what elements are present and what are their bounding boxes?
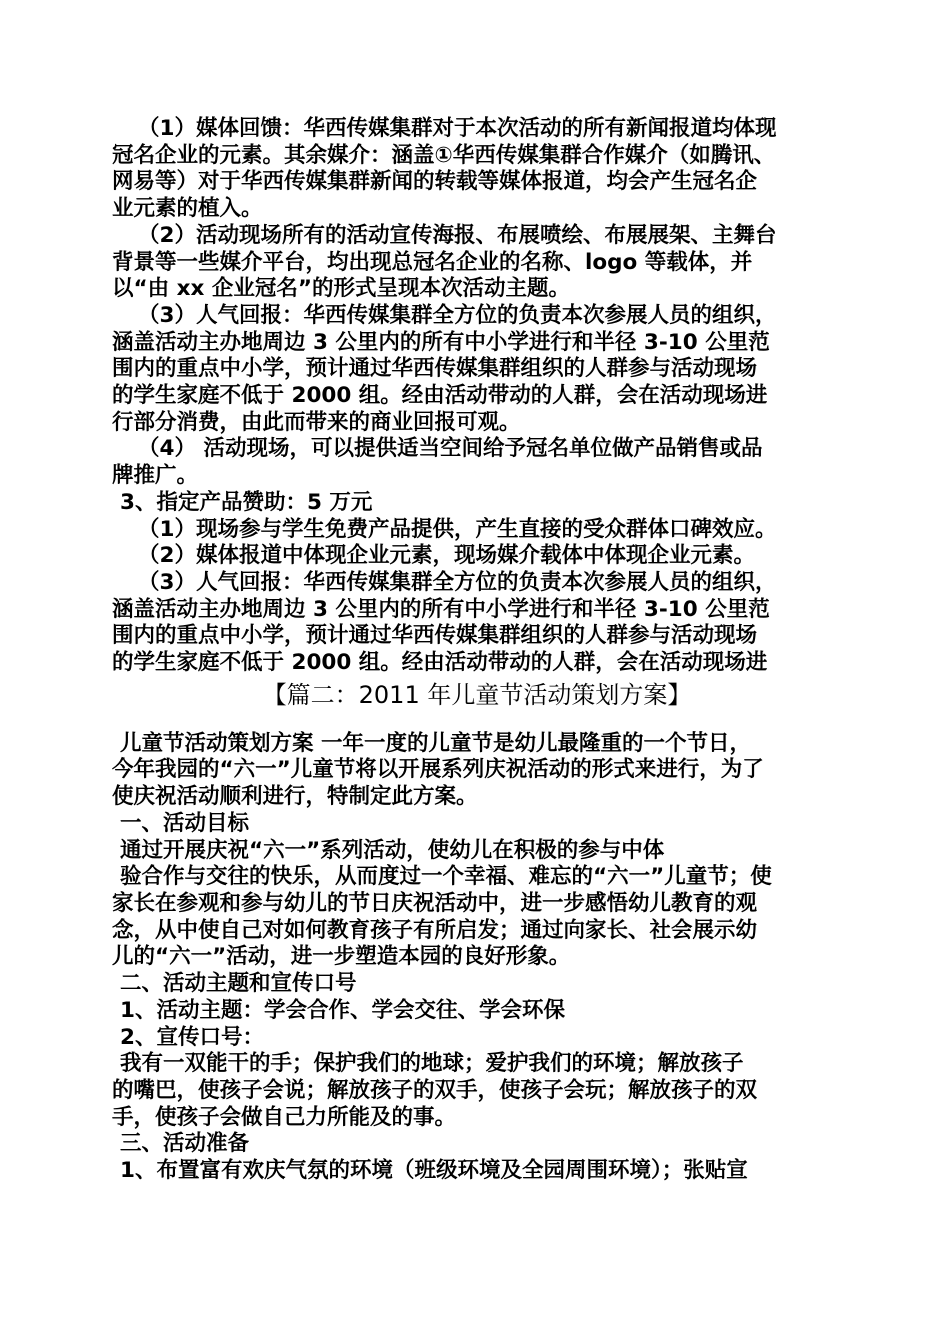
paragraph-line: 的学生家庭不低于 2000 组。经由活动带动的人群，会在活动现场进 bbox=[112, 383, 768, 409]
paragraph-line: （2）媒体报道中体现企业元素，现场媒介载体中体现企业元素。 bbox=[138, 543, 755, 569]
section-sponsorship-returns bbox=[112, 116, 842, 677]
paragraph-line: 家长在参观和参与幼儿的节日庆祝活动中，进一步感悟幼儿教育的观 bbox=[112, 890, 758, 916]
paragraph-line: 网易等）对于华西传媒集群新闻的转载等媒体报道，均会产生冠名企 bbox=[112, 169, 758, 195]
paragraph-line: 今年我园的“六一”儿童节将以开展系列庆祝活动的形式来进行，为了 bbox=[112, 757, 764, 783]
paragraph-line: 涵盖活动主办地周边 3 公里内的所有中小学进行和半径 3-10 公里范 bbox=[112, 596, 770, 622]
paragraph-line: 牌推广。 bbox=[112, 463, 199, 489]
paragraph-line: 的嘴巴，使孩子会说；解放孩子的双手，使孩子会玩；解放孩子的双 bbox=[112, 1077, 758, 1103]
paragraph-line: 我有一双能干的手；保护我们的地球；爱护我们的环境；解放孩子 bbox=[120, 1051, 744, 1077]
paragraph-line: （3）人气回报：华西传媒集群全方位的负责本次参展人员的组织， bbox=[138, 569, 777, 595]
section-childrens-day-plan bbox=[112, 731, 842, 1185]
paragraph-line: 手，使孩子会做自己力所能及的事。 bbox=[112, 1104, 457, 1130]
paragraph-line: 以“由 xx 企业冠名”的形式呈现本次活动主题。 bbox=[112, 276, 570, 302]
paragraph-line: （3）人气回报：华西传媒集群全方位的负责本次参展人员的组织， bbox=[138, 302, 777, 328]
paragraph-line: （1）现场参与学生免费产品提供，产生直接的受众群体口碑效应。 bbox=[138, 516, 777, 542]
paragraph-line: 行部分消费，由此而带来的商业回报可观。 bbox=[112, 409, 521, 435]
document-page bbox=[112, 116, 842, 1185]
paragraph-line: 儿的“六一”活动，进一步塑造本园的良好形象。 bbox=[112, 944, 571, 970]
paragraph-line: 通过开展庆祝“六一”系列活动，使幼儿在积极的参与中体 bbox=[120, 837, 665, 863]
paragraph-line: （4） 活动现场，可以提供适当空间给予冠名单位做产品销售或品 bbox=[138, 436, 763, 462]
subsection-title: 三、活动准备 bbox=[120, 1131, 250, 1157]
paragraph-line: 1、活动主题：学会合作、学会交往、学会环保 bbox=[120, 997, 565, 1023]
subsection-title: 一、活动目标 bbox=[120, 810, 250, 836]
subsection-title: 3、指定产品赞助：5 万元 bbox=[120, 489, 373, 515]
paragraph-line: 2、宣传口号： bbox=[120, 1024, 264, 1050]
paragraph-line: 儿童节活动策划方案 一年一度的儿童节是幼儿最隆重的一个节日， bbox=[120, 730, 751, 756]
paragraph-line: 冠名企业的元素。其余媒介：涵盖①华西传媒集群合作媒介（如腾讯、 bbox=[112, 142, 776, 168]
paragraph-line: 涵盖活动主办地周边 3 公里内的所有中小学进行和半径 3-10 公里范 bbox=[112, 329, 770, 355]
paragraph-line: 1、布置富有欢庆气氛的环境（班级环境及全园周围环境）；张贴宣 bbox=[120, 1158, 748, 1184]
paragraph-line: 围内的重点中小学，预计通过华西传媒集群组织的人群参与活动现场 bbox=[112, 356, 758, 382]
paragraph-line: 背景等一些媒介平台，均出现总冠名企业的名称、logo 等载体，并 bbox=[112, 249, 753, 275]
paragraph-line: 业元素的植入。 bbox=[112, 196, 263, 222]
paragraph-line: 的学生家庭不低于 2000 组。经由活动带动的人群，会在活动现场进 bbox=[112, 650, 768, 676]
paragraph-line: 念，从中使自己对如何教育孩子有所启发；通过向家长、社会展示幼 bbox=[112, 917, 758, 943]
section-heading: 【篇二：2011 年儿童节活动策划方案】 bbox=[262, 680, 692, 709]
paragraph-line: （1）媒体回馈：华西传媒集群对于本次活动的所有新闻报道均体现 bbox=[138, 116, 777, 141]
paragraph-line: 验合作与交往的快乐，从而度过一个幸福、难忘的“六一”儿童节；使 bbox=[120, 864, 772, 890]
paragraph-line: 围内的重点中小学，预计通过华西传媒集群组织的人群参与活动现场 bbox=[112, 623, 758, 649]
subsection-title: 二、活动主题和宣传口号 bbox=[120, 971, 357, 997]
paragraph-line: （2）活动现场所有的活动宣传海报、布展喷绘、布展展架、主舞台 bbox=[138, 222, 777, 248]
paragraph-line: 使庆祝活动顺利进行，特制定此方案。 bbox=[112, 784, 478, 810]
